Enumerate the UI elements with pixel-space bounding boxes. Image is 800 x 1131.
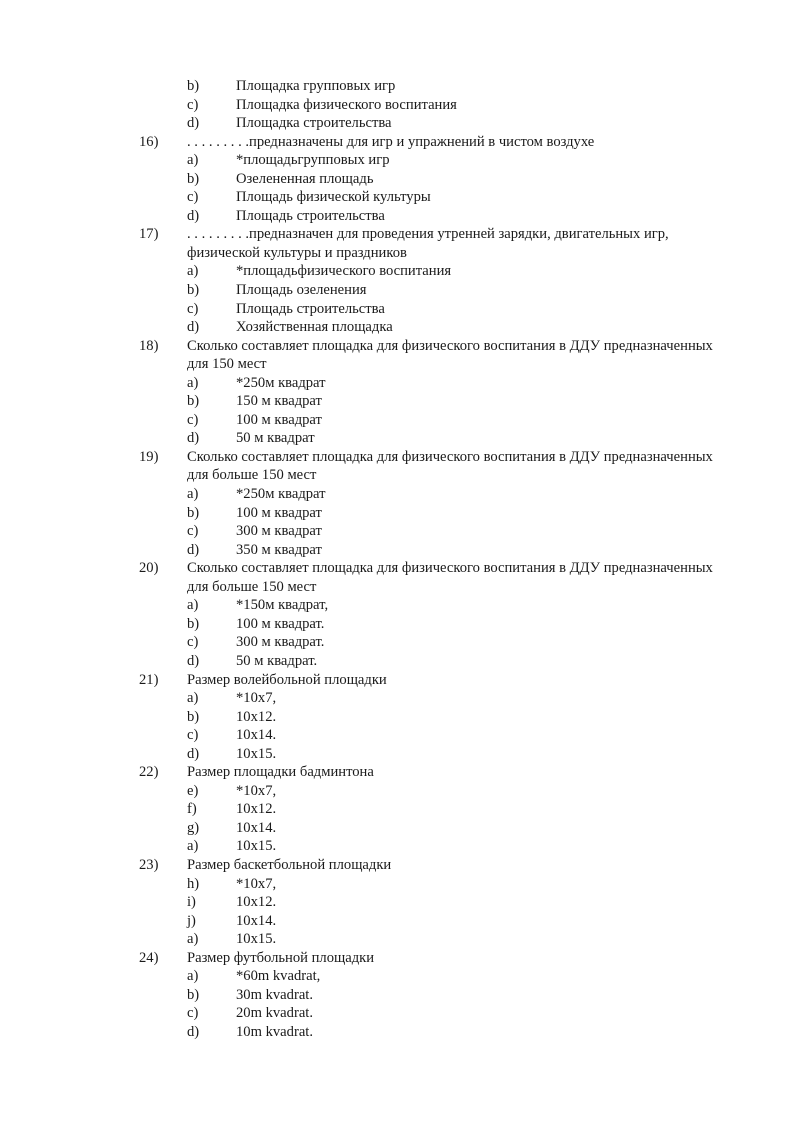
answer-option [0,522,800,541]
answer-option [0,504,800,523]
option-text: Площадка строительства [236,115,392,132]
option-text: 10x14. [236,727,277,744]
option-text: Озелененная площадь [236,170,374,187]
option-text: Площадь озеленения [236,282,367,299]
option-letter: c) [187,96,199,113]
option-text: *250м квадрат [236,486,326,503]
option-letter: g) [187,819,200,836]
option-letter: d) [187,430,200,447]
question [0,671,800,690]
option-text: *10x7, [236,782,277,799]
option-text: 350 м квадрат [236,541,322,558]
answer-option [0,615,800,634]
answer-option [0,967,800,986]
question-number: 19) [139,448,159,465]
answer-option [0,633,800,652]
question-text: . . . . . . . . .предназначены для игр и упражнений в чистом воздухе [187,133,595,150]
option-letter: c) [187,300,199,317]
answer-option [0,300,800,319]
option-text: *60m kvadrat, [236,968,321,985]
answer-option [0,837,800,856]
option-text: 30m kvadrat. [236,986,314,1003]
document-page [0,77,800,1041]
option-letter: b) [187,986,200,1003]
question [0,856,800,875]
answer-option [0,1004,800,1023]
option-letter: a) [187,374,199,391]
option-text: Площадка физического воспитания [236,96,457,113]
option-letter: b) [187,393,200,410]
answer-option [0,281,800,300]
answer-option [0,114,800,133]
option-text: Площадь физической культуры [236,189,431,206]
question [0,448,800,485]
option-text: 100 м квадрат [236,504,322,521]
option-text: 150 м квадрат [236,393,322,410]
option-letter: f) [187,801,197,818]
option-letter: b) [187,504,200,521]
question-number: 20) [139,560,159,577]
option-letter: a) [187,152,199,169]
answer-option [0,708,800,727]
question-text: Размер площадки бадминтона [187,764,374,781]
option-text: 50 м квадрат [236,430,315,447]
answer-option [0,170,800,189]
answer-option [0,596,800,615]
answer-option [0,411,800,430]
answer-option [0,485,800,504]
option-letter: c) [187,634,199,651]
question-number: 22) [139,764,159,781]
option-letter: b) [187,615,200,632]
answer-option [0,188,800,207]
option-letter: a) [187,690,199,707]
option-letter: c) [187,1005,199,1022]
option-letter: e) [187,782,199,799]
answer-option [0,374,800,393]
option-letter: j) [187,912,196,929]
option-text: 300 м квадрат [236,523,322,540]
question-text: Сколько составляет площадка для физического воспитания в ДДУ предназначенных для 150 мест [187,337,713,373]
option-text: *площадьгрупповых игр [236,152,390,169]
option-letter: c) [187,411,199,428]
answer-option [0,392,800,411]
option-text: Площадь строительства [236,300,385,317]
answer-option [0,1023,800,1042]
answer-option [0,819,800,838]
option-text: 50 м квадрат. [236,652,318,669]
answer-option [0,541,800,560]
option-letter: a) [187,597,199,614]
question-number: 24) [139,949,159,966]
question-text: Сколько составляет площадка для физического воспитания в ДДУ предназначенных для больше 150 мест [187,448,713,484]
option-letter: a) [187,968,199,985]
option-letter: a) [187,838,199,855]
option-text: *10x7, [236,875,277,892]
option-text: 10x14. [236,819,277,836]
option-text: *площадьфизического воспитания [236,263,452,280]
question-text: Размер футбольной площадки [187,949,375,966]
option-text: Площадь строительства [236,207,385,224]
option-letter: a) [187,263,199,280]
option-text: *10x7, [236,690,277,707]
option-letter: a) [187,486,199,503]
option-text: 10x12. [236,708,277,725]
option-letter: i) [187,894,196,911]
option-text: *250м квадрат [236,374,326,391]
question [0,949,800,968]
option-letter: d) [187,541,200,558]
question [0,559,800,596]
option-text: 10x12. [236,894,277,911]
option-letter: d) [187,652,200,669]
option-letter: c) [187,727,199,744]
option-letter: d) [187,207,200,224]
option-text: 300 м квадрат. [236,634,325,651]
answer-option [0,96,800,115]
option-letter: c) [187,523,199,540]
option-text: 10x12. [236,801,277,818]
answer-option [0,151,800,170]
answer-option [0,318,800,337]
question-number: 17) [139,226,159,243]
question-text: Сколько составляет площадка для физического воспитания в ДДУ предназначенных для больше 150 мест [187,560,713,595]
option-letter: a) [187,931,199,948]
question-text: Размер волейбольной площадки [187,671,387,688]
option-text: 100 м квадрат [236,411,322,428]
option-text: 10x15. [236,838,277,855]
option-text: 10x14. [236,912,277,929]
option-text: 10m kvadrat. [236,1023,314,1040]
option-letter: b) [187,708,200,725]
option-text: 10x15. [236,931,277,948]
option-text: 10x15. [236,745,277,762]
question-number: 23) [139,856,159,873]
answer-option [0,207,800,226]
question-text: Размер баскетбольной площадки [187,856,392,873]
answer-option [0,930,800,949]
answer-option [0,652,800,671]
option-letter: b) [187,282,200,299]
option-letter: b) [187,170,200,187]
option-text: Площадка групповых игр [236,78,396,94]
answer-option [0,745,800,764]
answer-option [0,726,800,745]
option-letter: h) [187,875,200,892]
question-number: 21) [139,671,159,688]
option-letter: d) [187,319,200,336]
answer-option [0,800,800,819]
option-text: Хозяйственная площадка [236,319,393,336]
question-number: 18) [139,337,159,354]
option-text: 100 м квадрат. [236,615,325,632]
answer-option [0,782,800,801]
question-text: . . . . . . . . .предназначен для проведения утренней зарядки, двигательных игр, физической культуры и праздников [187,226,669,261]
option-text: 20m kvadrat. [236,1005,314,1022]
answer-option [0,262,800,281]
option-letter: d) [187,115,200,132]
answer-option [0,77,800,96]
option-letter: c) [187,189,199,206]
answer-option [0,689,800,708]
answer-option [0,429,800,448]
answer-option [0,912,800,931]
answer-option [0,875,800,894]
option-text: *150м квадрат, [236,597,329,614]
question [0,133,800,152]
answer-option [0,986,800,1005]
question [0,763,800,782]
answer-option [0,893,800,912]
option-letter: d) [187,1023,200,1040]
question [0,337,800,374]
question [0,225,800,262]
option-letter: d) [187,745,200,762]
question-number: 16) [139,133,159,150]
option-letter: b) [187,78,200,94]
